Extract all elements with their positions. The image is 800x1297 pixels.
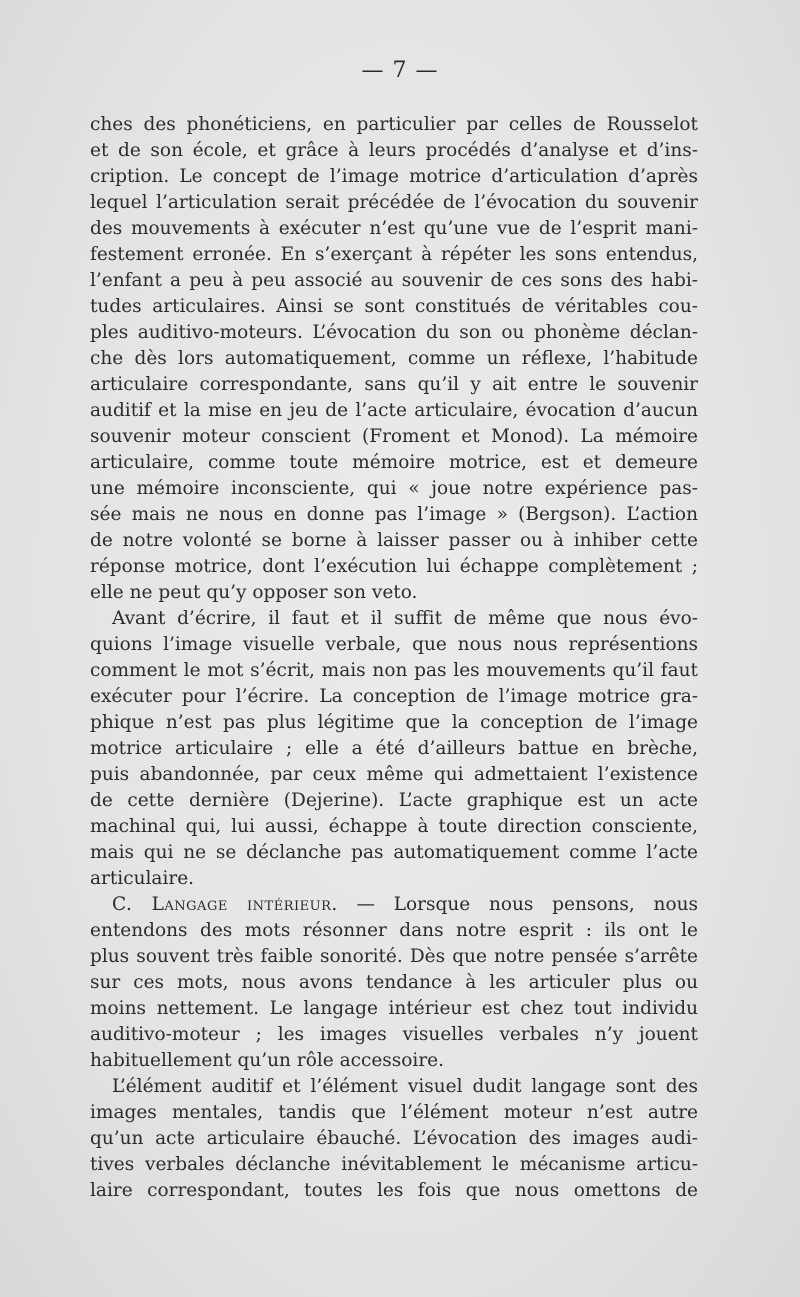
text-line: auditivo-moteur ; les images visuelles verbales n’y jouent (90, 1024, 698, 1045)
text-line: sée mais ne nous en donne pas l’image » (Bergson). L’action (90, 504, 698, 525)
text-line: ples auditivo-moteurs. L’évocation du son ou phonème déclan- (90, 322, 698, 343)
text-line: phique n’est pas plus légitime que la conception de l’image (90, 712, 698, 733)
text-line: de cette dernière (Dejerine). L’acte graphique est un acte (90, 790, 698, 811)
text-line: auditif et la mise en jeu de l’acte articulaire, évocation d’aucun (90, 400, 698, 421)
text-line: articulaire correspondante, sans qu’il y ait entre le souvenir (90, 374, 698, 395)
text-line: L’élément auditif et l’élément visuel dudit langage sont des (112, 1076, 698, 1097)
text-line: souvenir moteur conscient (Froment et Monod). La mémoire (90, 426, 698, 447)
text-line: cription. Le concept de l’image motrice d’articulation d’après (90, 166, 698, 187)
text-line: Avant d’écrire, il faut et il suffit de même que nous évo- (112, 608, 698, 629)
text-line: ches des phonéticiens, en particulier par celles de Rousselot (90, 114, 698, 135)
page-number: — 7 — (361, 58, 439, 83)
text-line: sur ces mots, nous avons tendance à les articuler plus ou (90, 972, 698, 993)
text-line: et de son école, et grâce à leurs procédés d’analyse et d’ins- (90, 140, 698, 161)
text-line: tudes articulaires. Ainsi se sont constitués de véritables cou- (90, 296, 698, 317)
section-c-first-line: — Lorsque nous pensons, nous (356, 894, 698, 915)
text-line: l’enfant a peu à peu associé au souvenir de ces sons des habi- (90, 270, 698, 291)
text-line: quions l’image visuelle verbale, que nous nous représentions (90, 634, 698, 655)
text-line: habituellement qu’un rôle accessoire. (90, 1050, 444, 1071)
body-text (90, 112, 698, 1204)
text-line: une mémoire inconsciente, qui « joue notre expérience pas- (90, 478, 698, 499)
paragraph-block-2 (90, 918, 698, 1204)
paragraph-block-1 (90, 112, 698, 892)
text-line: articulaire, comme toute mémoire motrice, est et demeure (90, 452, 698, 473)
text-line: che dès lors automatiquement, comme un réflexe, l’habitude (90, 348, 698, 369)
section-c-heading-line (90, 892, 698, 918)
text-line: moins nettement. Le langage intérieur est chez tout individu (90, 998, 698, 1019)
text-line: de notre volonté se borne à laisser passer ou à inhiber cette (90, 530, 698, 551)
text-line: des mouvements à exécuter n’est qu’une vue de l’esprit mani- (90, 218, 698, 239)
text-line: comment le mot s’écrit, mais non pas les mouvements qu’il faut (90, 660, 698, 681)
text-line: lequel l’articulation serait précédée de l’évocation du souvenir (90, 192, 698, 213)
text-line: images mentales, tandis que l’élément moteur n’est autre (90, 1102, 698, 1123)
text-line: machinal qui, lui aussi, échappe à toute direction consciente, (90, 816, 698, 837)
text-line: festement erronée. En s’exerçant à répéter les sons entendus, (90, 244, 698, 265)
text-line: réponse motrice, dont l’exécution lui échappe complètement ; (90, 556, 698, 577)
text-line: puis abandonnée, par ceux même qui admettaient l’existence (90, 764, 698, 785)
text-line: exécuter pour l’écrire. La conception de l’image motrice gra- (90, 686, 698, 707)
text-line: motrice articulaire ; elle a été d’ailleurs battue en brèche, (90, 738, 698, 759)
section-c-label: C. Langage intérieur. (112, 894, 338, 915)
text-line: qu’un acte articulaire ébauché. L’évocation des images audi- (90, 1128, 698, 1149)
text-line: plus souvent très faible sonorité. Dès que notre pensée s’arrête (90, 946, 698, 967)
text-line: entendons des mots résonner dans notre esprit : ils ont le (90, 920, 698, 941)
text-line: tives verbales déclanche inévitablement le mécanisme articu- (90, 1154, 698, 1175)
text-line: mais qui ne se déclanche pas automatiquement comme l’acte (90, 842, 698, 863)
text-line: articulaire. (90, 868, 195, 889)
text-line: laire correspondant, toutes les fois que nous omettons de (90, 1180, 698, 1201)
text-line: elle ne peut qu’y opposer son veto. (90, 582, 418, 603)
